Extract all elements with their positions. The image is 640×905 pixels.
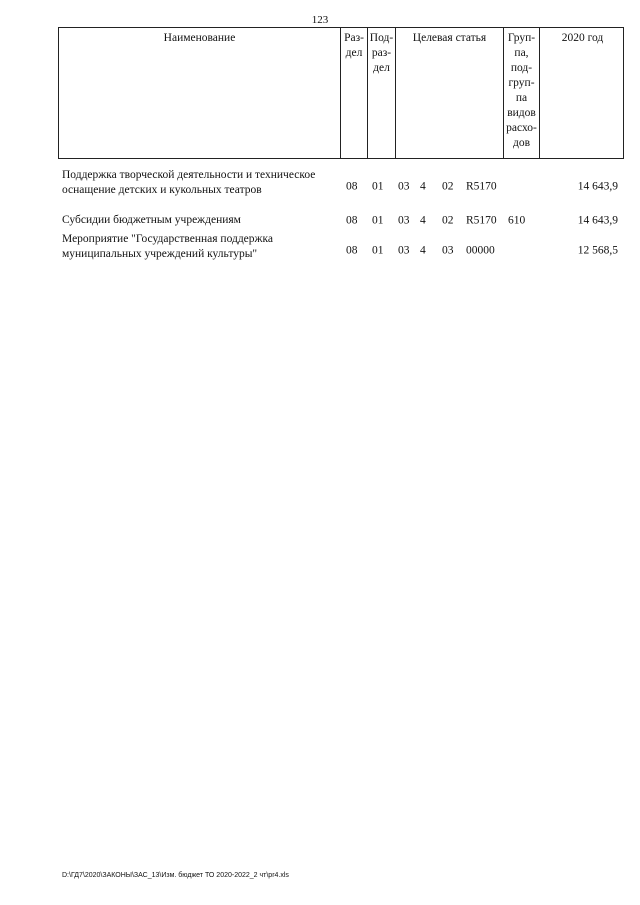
target-part-3: 03: [442, 244, 454, 257]
target-part-2: 4: [420, 244, 426, 257]
razdel-code: 08: [346, 180, 358, 193]
amount-2020: 12 568,5: [577, 244, 618, 257]
table-row: [58, 213, 624, 228]
header-name: Наименование: [59, 28, 341, 158]
target-part-4: R5170: [466, 214, 497, 226]
target-part-1: 03: [398, 244, 410, 257]
amount-2020: 14 643,9: [577, 214, 618, 226]
page-number: 123: [311, 14, 329, 26]
table-row: [58, 168, 624, 206]
target-part-4: 00000: [466, 244, 495, 257]
target-part-4: R5170: [466, 180, 497, 193]
razdel-code: 08: [346, 214, 358, 226]
footer-path: D:\ГД7\2020\ЗАКОНЫ\ЗАС_13\Изм. бюджет ТО 2020-2022_2 чт\pr4.xls: [62, 872, 289, 879]
row-name: Поддержка творческой деятельности и техническое оснащение детских и кукольных театров: [62, 169, 316, 196]
podrazdel-code: 01: [372, 214, 384, 226]
target-part-1: 03: [398, 180, 410, 193]
amount-2020: 14 643,9: [577, 180, 618, 193]
header-podrazdel: Под- раз- дел: [368, 28, 396, 158]
row-name: Субсидии бюджетным учреждениям: [62, 214, 241, 226]
target-part-3: 02: [442, 214, 454, 226]
razdel-code: 08: [346, 244, 358, 257]
header-year: 2020 год: [561, 32, 604, 44]
target-part-2: 4: [420, 180, 426, 193]
podrazdel-code: 01: [372, 180, 384, 193]
header-group: Груп- па, под- груп- па видов расхо- дов: [504, 28, 540, 158]
expense-group: 610: [508, 214, 526, 226]
header-target: Целевая статья: [396, 28, 504, 158]
table-row: [58, 232, 624, 270]
table-header: [58, 27, 624, 159]
target-part-1: 03: [398, 214, 410, 226]
row-name: Мероприятие "Государственная поддержка муниципальных учреждений культуры": [62, 233, 274, 260]
target-part-3: 02: [442, 180, 454, 193]
podrazdel-code: 01: [372, 244, 384, 257]
header-razdel: Раз- дел: [341, 28, 368, 158]
target-part-2: 4: [420, 214, 426, 226]
